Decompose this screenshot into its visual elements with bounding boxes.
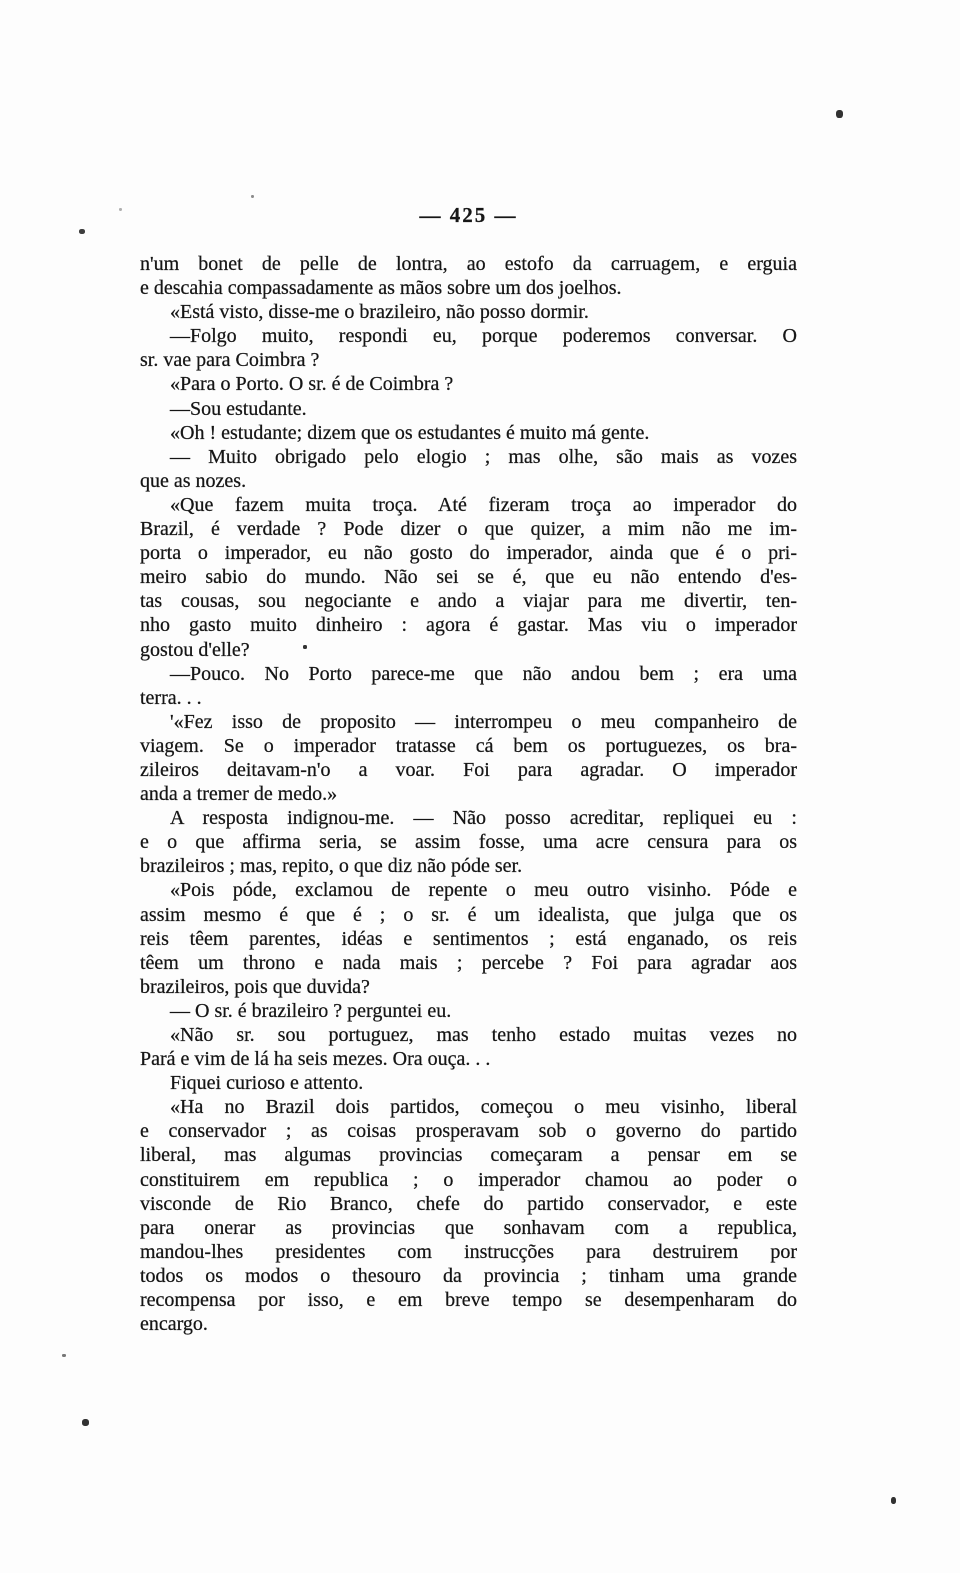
- text-line: sr. vae para Coimbra ?: [140, 349, 320, 372]
- text-line: Pará e vim de lá ha seis mezes. Ora ouça. . .: [140, 1048, 491, 1071]
- text-line: porta o imperador, eu não gosto do imperador, ainda que é o pri-: [140, 542, 797, 565]
- text-line: «Que fazem muita troça. Até fizeram troça ao imperador do: [170, 493, 797, 516]
- text-line: e conservador ; as coisas prosperavam sob o governo do partido: [140, 1120, 797, 1143]
- text-line: terra. . .: [140, 686, 202, 709]
- scan-speck: [62, 1354, 66, 1357]
- text-line: «Para o Porto. O sr. é de Coimbra ?: [170, 373, 454, 396]
- text-line: gostou d'elle?: [140, 638, 250, 661]
- text-line: —Pouco. No Porto parece-me que não andou bem ; era uma: [170, 662, 797, 685]
- text-line: — O sr. é brazileiro ? perguntei eu.: [170, 999, 452, 1022]
- text-line: Fiquei curioso e attento.: [170, 1072, 364, 1095]
- text-line: «Pois póde, exclamou de repente o meu outro visinho. Póde e: [170, 879, 797, 902]
- text-line: recompensa por isso, e em breve tempo se desempenharam do: [140, 1289, 797, 1312]
- text-line: mandou-lhes presidentes com instrucções para destruirem por: [140, 1240, 797, 1263]
- scan-speck: [836, 110, 843, 118]
- scan-speck: [303, 645, 307, 649]
- text-line: para onerar as provincias que sonhavam com a republica,: [140, 1216, 797, 1239]
- text-line: têem um throno e nada mais ; percebe ? Foi para agradar aos: [140, 951, 797, 974]
- text-line: brazileiros, pois que duvida?: [140, 975, 370, 998]
- text-line: e descahia compassadamente as mãos sobre um dos joelhos.: [140, 277, 622, 300]
- text-line: meiro sabio do mundo. Não sei se é, que eu não entendo d'es-: [140, 566, 797, 589]
- text-line: «Não sr. sou portuguez, mas tenho estado muitas vezes no: [170, 1024, 797, 1046]
- text-line: «Ha no Brazil dois partidos, começou o meu visinho, liberal: [170, 1096, 797, 1119]
- text-line: brazileiros ; mas, repito, o que diz não póde ser.: [140, 855, 523, 878]
- text-line: «Oh ! estudante; dizem que os estudantes é muito má gente.: [170, 421, 650, 444]
- text-line: visconde de Rio Branco, chefe do partido conservador, e este: [140, 1192, 797, 1215]
- scan-speck: [82, 1419, 89, 1426]
- text-line: todos os modos o thesouro da provincia ; tinham uma grande: [140, 1264, 797, 1287]
- text-line: e o que affirma seria, se assim fosse, uma acre censura para os: [140, 831, 797, 854]
- text-line: reis têem parentes, idéas e sentimentos ; está enganado, os reis: [140, 927, 797, 950]
- page-number-header: — 425 —: [419, 203, 518, 227]
- text-line: «Está visto, disse-me o brazileiro, não posso dormir.: [170, 301, 589, 324]
- text-line: '«Fez isso de proposito — interrompeu o meu companheiro de: [170, 710, 797, 733]
- text-line: encargo.: [140, 1313, 208, 1336]
- body-text-block: [140, 252, 797, 1336]
- text-line: —Folgo muito, respondi eu, porque poderemos conversar. O: [170, 325, 797, 348]
- text-line: A resposta indignou-me. — Não posso acreditar, repliquei eu :: [170, 807, 797, 830]
- text-line: n'um bonet de pelle de lontra, ao estofo da carruagem, e erguia: [140, 253, 797, 275]
- text-line: que as nozes.: [140, 469, 247, 492]
- scan-speck: [119, 208, 122, 211]
- text-line: constituirem em republica ; o imperador chamou ao poder o: [140, 1168, 797, 1191]
- text-line: Brazil, é verdade ? Pode dizer o que quizer, a mim não me im-: [140, 518, 797, 541]
- text-line: —Sou estudante.: [170, 397, 307, 420]
- scan-speck: [891, 1497, 896, 1504]
- text-line: nho gasto muito dinheiro : agora é gastar. Mas viu o imperador: [140, 614, 797, 637]
- text-line: viagem. Se o imperador tratasse cá bem os portuguezes, os bra-: [140, 734, 797, 757]
- text-line: tas cousas, sou negociante e ando a viajar para me divertir, ten-: [140, 590, 797, 613]
- text-line: zileiros deitavam-n'o a voar. Foi para agradar. O imperador: [140, 758, 797, 781]
- text-line: assim mesmo é que é ; o sr. é um idealista, que julga que os: [140, 903, 797, 926]
- text-line: liberal, mas algumas provincias começaram a pensar em se: [140, 1144, 797, 1167]
- scan-speck: [79, 229, 85, 234]
- text-line: — Muito obrigado pelo elogio ; mas olhe, são mais as vozes: [170, 445, 797, 468]
- scan-speck: [251, 195, 254, 198]
- text-line: anda a tremer de medo.»: [140, 783, 338, 806]
